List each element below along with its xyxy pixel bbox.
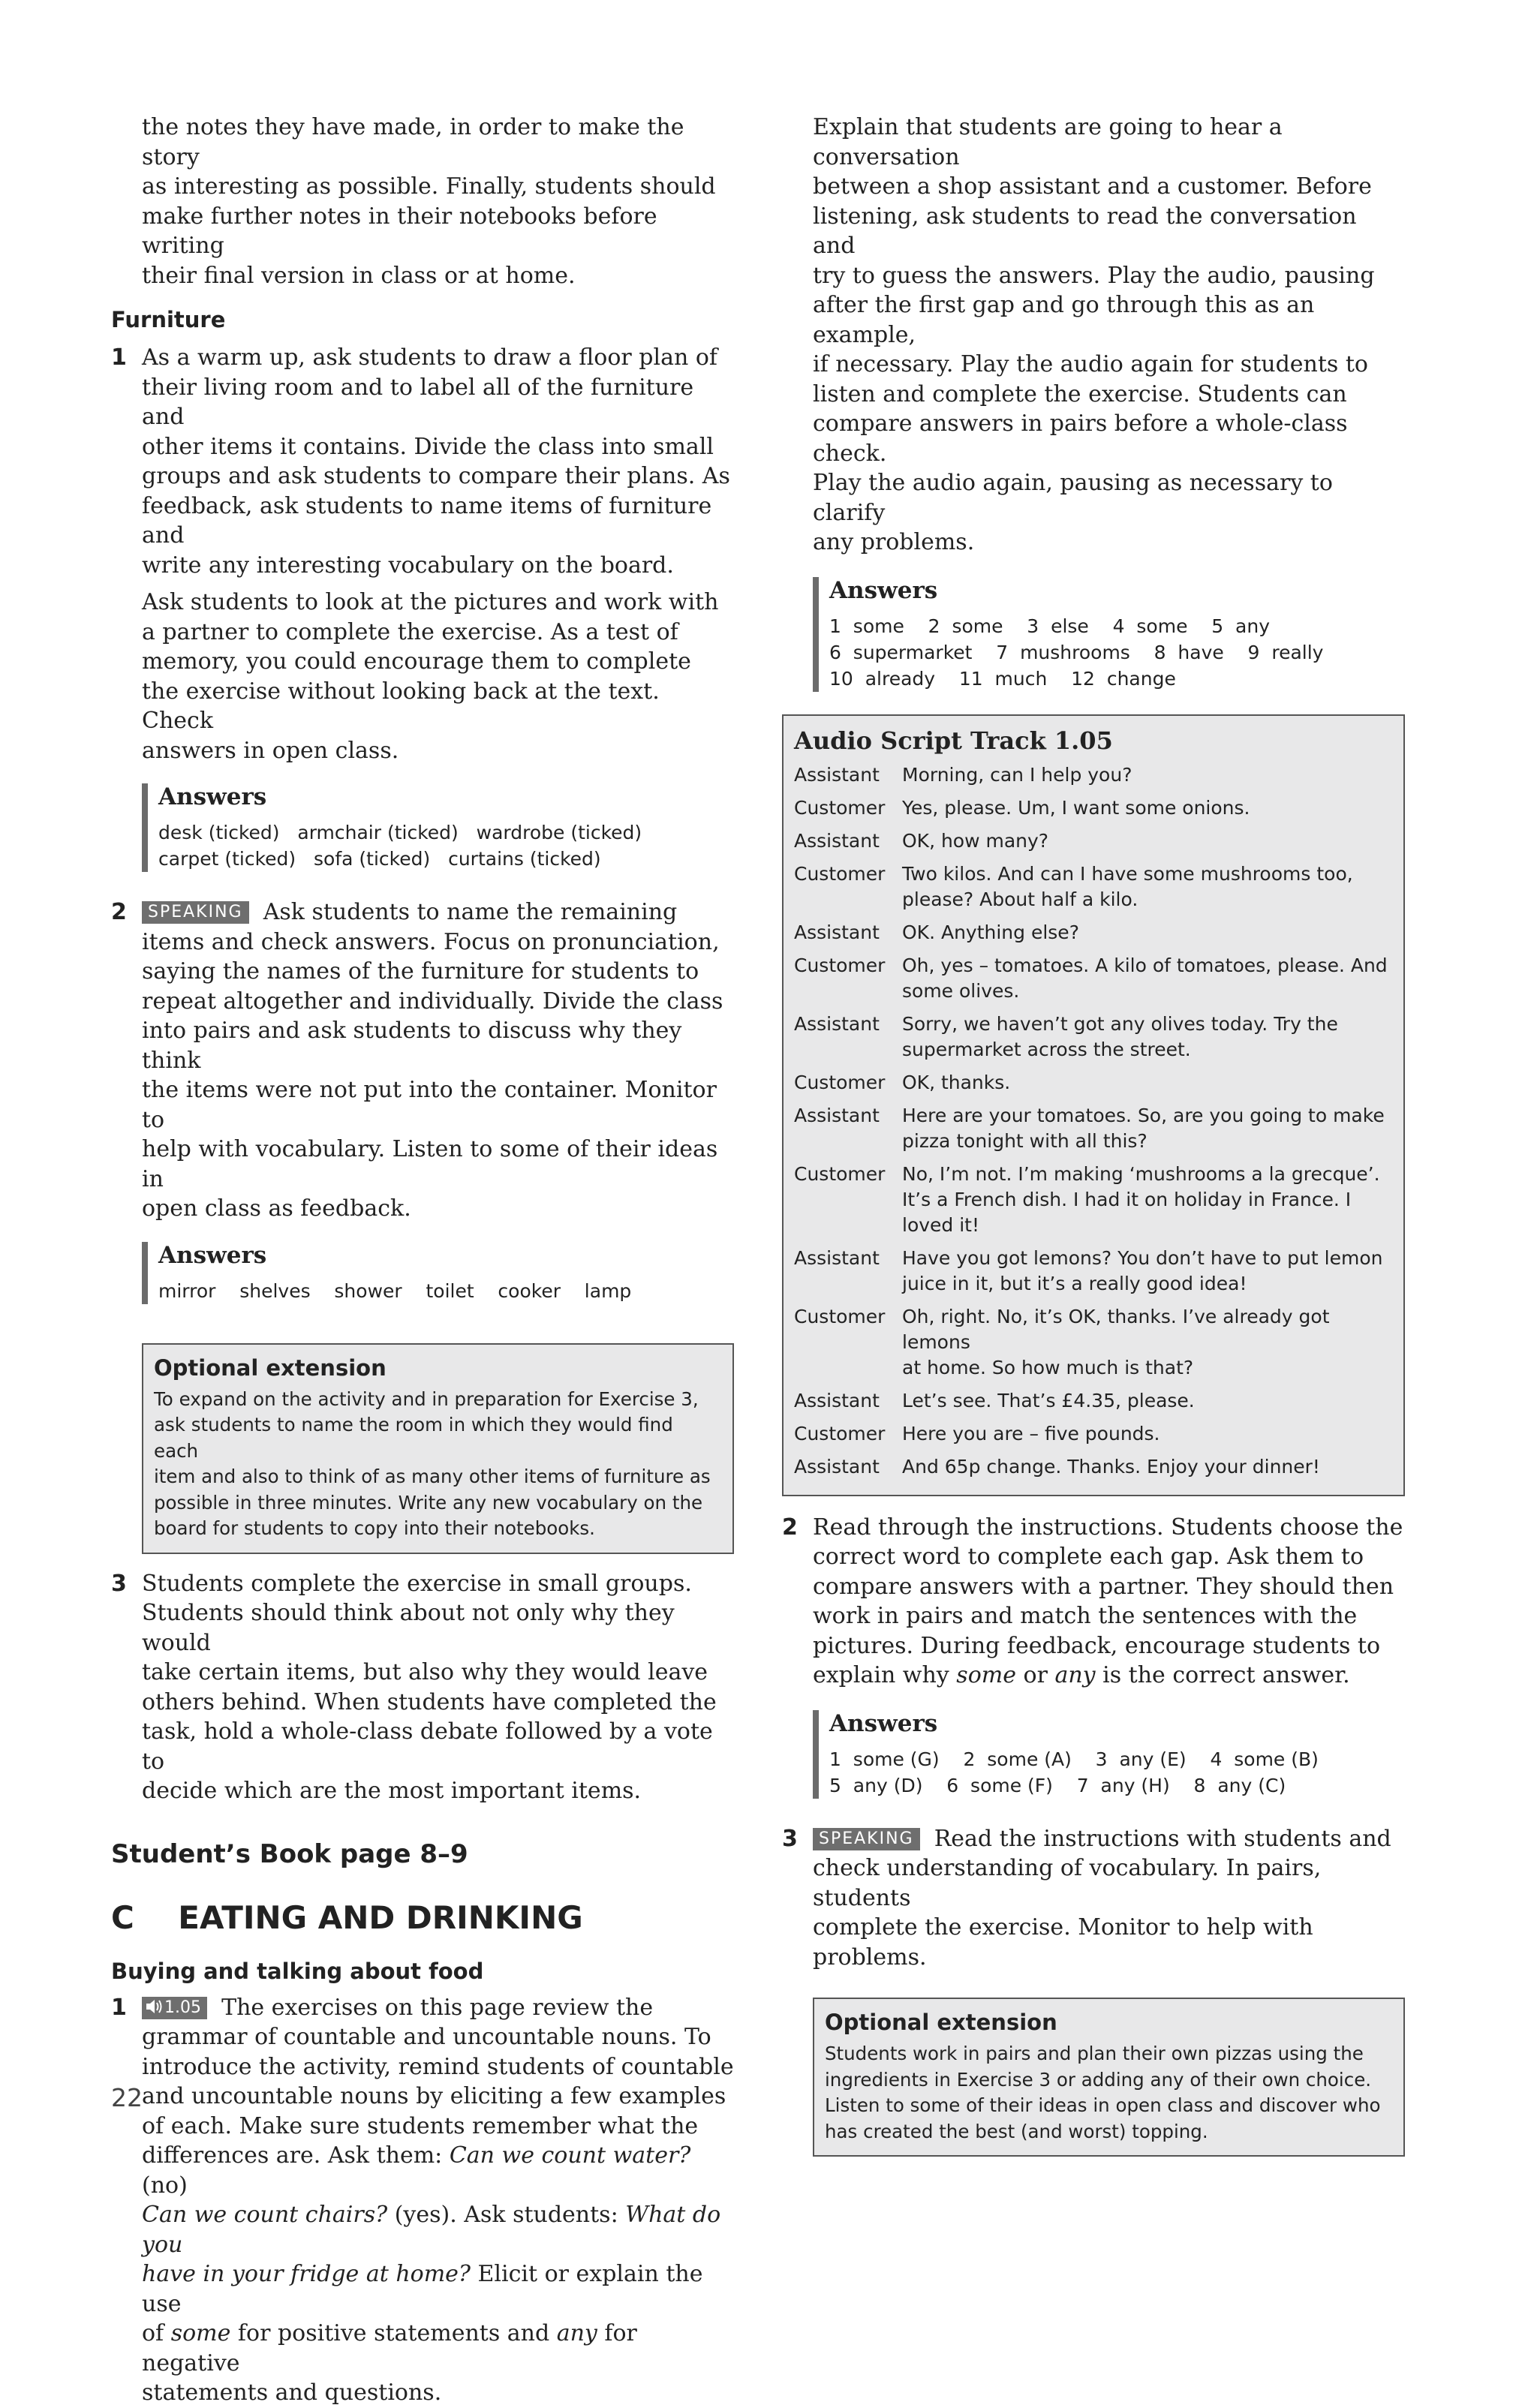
answers-line: 5 any (D) 6 some (F) 7 any (H) 8 any (C) — [829, 1774, 1286, 1796]
answers-line: mirror shelves shower toilet cooker lamp — [158, 1279, 632, 1302]
script-text — [902, 1162, 1393, 1238]
text-fragment: (no) — [142, 2172, 188, 2199]
answers-line: carpet (ticked) sofa (ticked) curtains (ticked) — [158, 848, 601, 870]
text-line: grammar of countable and uncountable nouns. To — [142, 2024, 711, 2050]
script-text — [902, 861, 1393, 912]
script-speaker: Customer — [794, 1305, 886, 1327]
script-text — [902, 1012, 1393, 1063]
text-line: open class as feedback. — [142, 1195, 411, 1222]
script-row — [794, 1162, 1393, 1238]
question-fridge-a: What do you — [142, 2202, 721, 2258]
text-line: listen and complete the exercise. Students can — [813, 380, 1347, 407]
answers-line: 6 supermarket 7 mushrooms 8 have 9 really — [829, 641, 1324, 663]
page-number: 22 — [111, 2083, 143, 2112]
text-line: ask students to name the room in which they would find each — [154, 1414, 673, 1462]
text-fragment: of — [142, 2320, 171, 2346]
script-row — [794, 828, 1393, 854]
answers-line: 1 some (G) 2 some (A) 3 any (E) 4 some (B) — [829, 1748, 1319, 1770]
text-line: others behind. When students have completed the — [142, 1688, 717, 1715]
script-line: OK, thanks. — [902, 1071, 1011, 1093]
script-line: Here are your tomatoes. So, are you going to make — [902, 1104, 1385, 1126]
text-line: correct word to complete each gap. Ask them to — [813, 1544, 1364, 1570]
text-line: statements and questions. — [142, 2379, 442, 2406]
speaker-icon — [145, 1998, 163, 2015]
script-row — [794, 1103, 1393, 1154]
script-line: please? About half a kilo. — [902, 888, 1138, 910]
question-water: Can we count water? — [449, 2142, 691, 2169]
exercise-number: 2 — [782, 1514, 798, 1541]
script-row — [794, 762, 1393, 788]
text-line: the exercise without looking back at the text. Check — [142, 678, 660, 734]
extension-title: Optional extension — [825, 2010, 1057, 2035]
script-line: Oh, right. No, it’s OK, thanks. I’ve already got lemons — [902, 1305, 1330, 1353]
script-line: loved it! — [902, 1213, 980, 1236]
text-line: work in pairs and match the sentences with the — [813, 1603, 1358, 1629]
script-line: supermarket across the street. — [902, 1038, 1191, 1060]
text-line: make further notes in their notebooks before writing — [142, 203, 657, 259]
script-line: Let’s see. That’s £4.35, please. — [902, 1389, 1195, 1411]
script-line: No, I’m not. I’m making ‘mushrooms a la grecque’. — [902, 1162, 1380, 1185]
answers-line: desk (ticked) armchair (ticked) wardrobe (ticked) — [158, 822, 642, 843]
script-row — [794, 795, 1393, 821]
script-speaker: Customer — [794, 954, 886, 976]
script-line: Oh, yes – tomatoes. A kilo of tomatoes, please. And — [902, 954, 1388, 976]
answers-title: Answers — [829, 1709, 938, 1737]
answers-line: 10 already 11 much 12 change — [829, 667, 1176, 690]
text-line: pictures. During feedback, encourage students to — [813, 1632, 1381, 1659]
text-line: Students should think about not only why they would — [142, 1600, 675, 1656]
script-line: And 65p change. Thanks. Enjoy your dinner! — [902, 1455, 1320, 1478]
text-line: write any interesting vocabulary on the board. — [142, 552, 674, 579]
script-text — [902, 1103, 1393, 1154]
text-line: and uncountable nouns by eliciting a few examples — [142, 2083, 726, 2109]
script-row — [794, 1388, 1393, 1414]
script-text — [902, 920, 1393, 945]
script-line: Yes, please. Um, I want some onions. — [902, 796, 1250, 819]
exercise-number: 3 — [111, 1570, 127, 1597]
text-line: take certain items, but also why they would leave — [142, 1659, 708, 1685]
script-line: juice in it, but it’s a really good idea! — [902, 1272, 1247, 1294]
script-line: Two kilos. And can I have some mushrooms too, — [902, 862, 1353, 885]
optional-extension-box — [142, 1343, 734, 1554]
text-line: their living room and to label all of the furniture and — [142, 374, 694, 430]
text-line: To expand on the activity and in preparation for Exercise 3, — [154, 1387, 699, 1410]
script-row — [794, 1454, 1393, 1480]
text-line: has created the best (and worst) topping. — [825, 2120, 1208, 2142]
script-line: Sorry, we haven’t got any olives today. Try the — [902, 1012, 1338, 1035]
script-row — [794, 1246, 1393, 1297]
question-fridge-b: have in your fridge at home? — [142, 2261, 471, 2287]
left-column — [111, 113, 734, 2408]
exercise-number: 1 — [111, 1994, 127, 2021]
script-speaker: Assistant — [794, 1455, 880, 1478]
text-line: repeat altogether and individually. Divide the class — [142, 988, 723, 1015]
text-line: saying the names of the furniture for students to — [142, 958, 699, 985]
text-line: their final version in class or at home. — [142, 262, 576, 289]
text-line: Ask students to look at the pictures and work with — [142, 589, 719, 615]
answers-title: Answers — [158, 1241, 267, 1269]
text-line: As a warm up, ask students to draw a floor plan of — [142, 344, 717, 371]
answers-title: Answers — [829, 576, 938, 604]
text-fragment: for positive statements and — [230, 2320, 557, 2346]
students-book-page-heading: Student’s Book page 8–9 — [111, 1838, 468, 1869]
exercise-number: 2 — [111, 899, 127, 925]
script-text — [902, 828, 1393, 854]
text-line: compare answers with a partner. They should then — [813, 1573, 1394, 1600]
text-line: ingredients in Exercise 3 or adding any of their own choice. — [825, 2068, 1372, 2091]
script-speaker: Customer — [794, 1422, 886, 1444]
text-line: The exercises on this page review the — [221, 1994, 654, 2021]
answers-line: 1 some 2 some 3 else 4 some 5 any — [829, 615, 1270, 637]
text-line: feedback, ask students to name items of furniture and — [142, 492, 712, 549]
text-fragment: Elicit or explain the use — [142, 2261, 703, 2317]
speaking-badge: SPEAKING — [142, 901, 249, 924]
audio-track-badge[interactable] — [142, 1997, 207, 2019]
text-line: Read the instructions with students and — [934, 1825, 1391, 1852]
script-row — [794, 1304, 1393, 1381]
text-line: Ask students to name the remaining — [263, 899, 678, 925]
text-line: the items were not put into the container. Monitor to — [142, 1077, 717, 1133]
script-text — [902, 1454, 1393, 1480]
exercise-1-furniture — [111, 343, 734, 765]
answers-box-remaining-items — [142, 1242, 734, 1304]
script-speaker: Customer — [794, 1071, 886, 1093]
word-some: some — [170, 2320, 231, 2346]
answers-box-some-any — [813, 1710, 1405, 1799]
text-line: help with vocabulary. Listen to some of their ideas in — [142, 1136, 718, 1192]
furniture-heading: Furniture — [111, 307, 226, 332]
script-speaker: Assistant — [794, 1389, 880, 1411]
script-line: Morning, can I help you? — [902, 763, 1132, 786]
script-speaker: Assistant — [794, 829, 880, 852]
script-text — [902, 1421, 1393, 1447]
audio-script-title: Audio Script Track 1.05 — [794, 726, 1113, 755]
script-line: Here you are – five pounds. — [902, 1422, 1160, 1444]
text-line: listening, ask students to read the conversation and — [813, 203, 1357, 259]
text-line: memory, you could encourage them to complete — [142, 648, 691, 675]
answers-box-furniture — [142, 783, 734, 872]
text-line: a partner to complete the exercise. As a test of — [142, 618, 678, 645]
text-line: possible in three minutes. Write any new vocabulary on the — [154, 1491, 703, 1514]
exercise-2-grammar — [782, 1513, 1405, 1691]
extension-title: Optional extension — [154, 1354, 387, 1381]
script-speaker: Customer — [794, 1162, 886, 1185]
intro-paragraph — [142, 113, 734, 290]
script-row — [794, 1012, 1393, 1063]
script-speaker: Assistant — [794, 921, 880, 943]
text-line: item and also to think of as many other items of furniture as — [154, 1466, 711, 1487]
speaking-badge: SPEAKING — [813, 1828, 920, 1850]
script-row — [794, 1421, 1393, 1447]
text-fragment: is the correct answer. — [1095, 1662, 1350, 1688]
text-line: of each. Make sure students remember what the — [142, 2112, 699, 2139]
word-some: some — [956, 1662, 1016, 1688]
script-speaker: Assistant — [794, 1104, 880, 1126]
text-line: Students complete the exercise in small groups. — [142, 1570, 692, 1597]
script-row — [794, 920, 1393, 945]
text-line: if necessary. Play the audio again for students to — [813, 351, 1368, 377]
script-line: OK. Anything else? — [902, 921, 1079, 943]
audio-script-rows — [794, 762, 1393, 1480]
script-speaker: Customer — [794, 862, 886, 885]
script-line: Have you got lemons? You don’t have to put lemon — [902, 1246, 1383, 1269]
script-row — [794, 861, 1393, 912]
text-fragment: explain why — [813, 1662, 957, 1688]
exercise-3-debate — [111, 1569, 734, 1806]
script-row — [794, 1070, 1393, 1096]
text-line: complete the exercise. Monitor to help with problems. — [813, 1914, 1313, 1971]
script-text — [902, 953, 1393, 1004]
buying-food-heading: Buying and talking about food — [111, 1958, 484, 1984]
text-fragment: or — [1015, 1662, 1055, 1688]
script-speaker: Customer — [794, 796, 886, 819]
script-line: some olives. — [902, 979, 1020, 1002]
text-line: as interesting as possible. Finally, students should — [142, 173, 716, 200]
script-line: pizza tonight with all this? — [902, 1129, 1147, 1152]
script-row — [794, 953, 1393, 1004]
audio-script-box — [782, 714, 1405, 1496]
exercise-number: 3 — [782, 1825, 798, 1852]
exercise-3-speaking — [782, 1824, 1405, 1973]
text-line: after the first gap and go through this as an example, — [813, 292, 1315, 348]
text-line: compare answers in pairs before a whole-class check. — [813, 410, 1348, 467]
text-line: into pairs and ask students to discuss why they think — [142, 1018, 682, 1074]
question-chairs: Can we count chairs? — [142, 2202, 388, 2228]
text-line: Students work in pairs and plan their own pizzas using the — [825, 2043, 1364, 2064]
text-line: task, hold a whole-class debate followed by a vote to — [142, 1718, 713, 1775]
script-speaker: Assistant — [794, 1246, 880, 1269]
text-fragment: (yes). Ask students: — [387, 2202, 626, 2228]
script-line: at home. So how much is that? — [902, 1356, 1194, 1378]
text-line: Explain that students are going to hear a conversation — [813, 114, 1283, 170]
script-line: OK, how many? — [902, 829, 1049, 852]
text-line: decide which are the most important items. — [142, 1778, 642, 1804]
script-speaker: Assistant — [794, 1012, 880, 1035]
script-text — [902, 1388, 1393, 1414]
audio-track-number: 1.05 — [164, 1998, 201, 2017]
answers-title: Answers — [158, 783, 267, 810]
word-any: any — [1054, 1662, 1096, 1688]
text-line: introduce the activity, remind students of countable — [142, 2053, 734, 2080]
exercise-2-speaking — [111, 897, 734, 1224]
word-any: any — [556, 2320, 597, 2346]
script-text — [902, 1070, 1393, 1096]
script-text — [902, 1304, 1393, 1381]
exercise-1-food — [111, 1993, 734, 2408]
text-line: groups and ask students to compare their plans. As — [142, 463, 730, 489]
script-text — [902, 795, 1393, 821]
text-line: answers in open class. — [142, 737, 399, 764]
text-line: board for students to copy into their notebooks. — [154, 1517, 595, 1539]
script-speaker: Assistant — [794, 763, 880, 786]
script-text — [902, 1246, 1393, 1297]
text-line: between a shop assistant and a customer. Before — [813, 173, 1372, 200]
optional-extension-box — [813, 1998, 1405, 2157]
section-c-title: C EATING AND DRINKING — [111, 1898, 583, 1936]
right-column — [782, 113, 1405, 2157]
text-line: items and check answers. Focus on pronunciation, — [142, 928, 720, 955]
text-line: Play the audio again, pausing as necessary to clarify — [813, 470, 1333, 526]
text-line: differences are. Ask them: — [142, 2142, 450, 2169]
text-line: any problems. — [813, 529, 975, 555]
answers-box-audio — [813, 577, 1405, 692]
script-text — [902, 762, 1393, 788]
intro-paragraph — [813, 113, 1405, 558]
text-fragment: for negative — [142, 2320, 637, 2376]
text-line: the notes they have made, in order to make the story — [142, 114, 684, 170]
text-line: Listen to some of their ideas in open class and discover who — [825, 2094, 1381, 2116]
text-line: other items it contains. Divide the class into small — [142, 433, 714, 460]
exercise-number: 1 — [111, 344, 127, 371]
script-line: It’s a French dish. I had it on holiday in France. I — [902, 1188, 1352, 1210]
text-line: check understanding of vocabulary. In pairs, students — [813, 1855, 1322, 1911]
text-line: Read through the instructions. Students choose the — [813, 1514, 1403, 1541]
text-line: try to guess the answers. Play the audio, pausing — [813, 262, 1375, 289]
